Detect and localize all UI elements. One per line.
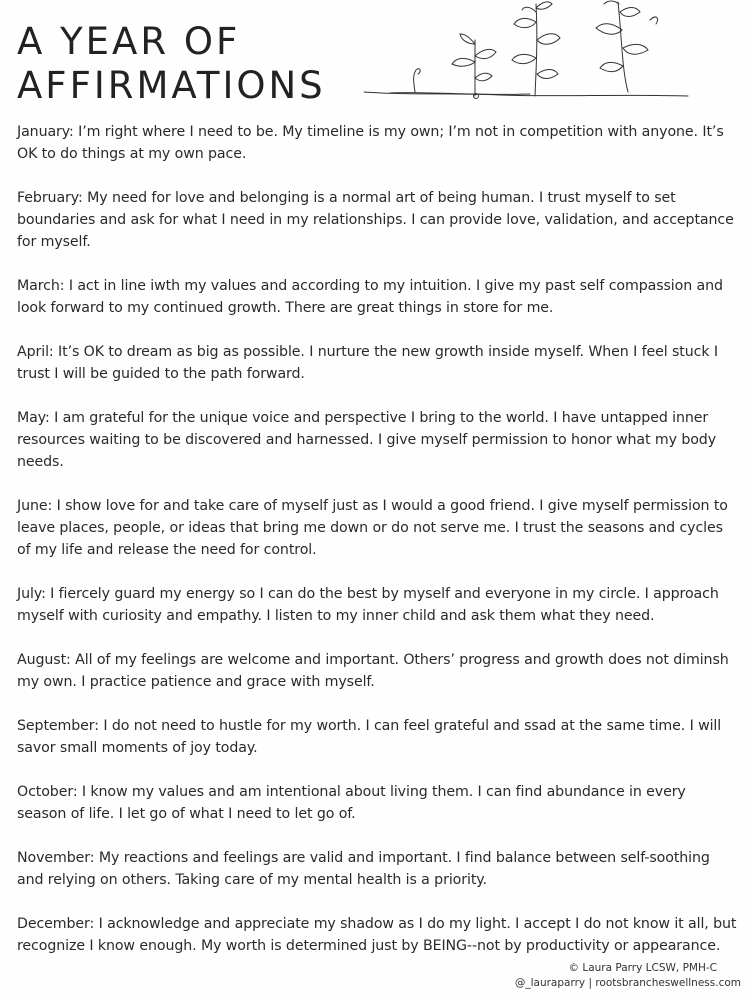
affirmation-december: December: I acknowledge and appreciate my shadow as I do my light. I accept I do not know it all, but recognize I know enough. My worth is determined just by BEING--not by productivity or appearance. [17, 916, 737, 954]
social-handle-line: @_lauraparry | rootsbrancheswellness.com [514, 977, 741, 989]
affirmation-january: January: I’m right where I need to be. My timeline is my own; I’m not in competition with anyone. It’s OK to do things at my own pace. [17, 124, 724, 162]
affirmation-february: February: My need for love and belonging is a normal art of being human. I trust myself to set boundaries and ask for what I need in my relationships. I can provide love, validation, and acceptance for myself. [17, 190, 734, 250]
footer-credits [515, 961, 741, 991]
affirmation-may: May: I am grateful for the unique voice and perspective I bring to the world. I have untapped inner resources waiting to be discovered and harnessed. I give myself permission to honor what my body needs. [17, 410, 717, 470]
small-sprout [414, 69, 421, 92]
affirmation-november: November: My reactions and feelings are valid and important. I find balance between self-soothing and relying on others. Taking care of my mental health is a priority. [17, 850, 710, 888]
sprouting-plants-illustration [360, 0, 700, 100]
affirmation-september: September: I do not need to hustle for my worth. I can feel grateful and ssad at the same time. I will savor small moments of joy today. [17, 718, 722, 756]
sprout-three [535, 4, 537, 96]
affirmation-october: October: I know my values and am intentional about living them. I can find abundance in every season of life. I let go of what I need to let go of. [17, 784, 686, 822]
copyright-line: © Laura Parry LCSW, PMH-C [568, 962, 717, 974]
page-title [17, 20, 326, 108]
affirmation-august: August: All of my feelings are welcome and important. Others’ progress and growth does not diminsh my own. I practice patience and grace with myself. [17, 652, 729, 690]
affirmation-march: March: I act in line iwth my values and according to my intuition. I give my past self compassion and look forward to my continued growth. There are great things in store for me. [17, 278, 723, 316]
title-line-1: A YEAR OF [17, 20, 241, 63]
affirmations-list [17, 121, 739, 979]
affirmation-april: April: It’s OK to dream as big as possible. I nurture the new growth inside myself. When I feel stuck I trust I will be guided to the path forward. [17, 344, 718, 382]
title-line-2: AFFIRMATIONS [17, 64, 326, 107]
affirmation-june: June: I show love for and take care of myself just as I would a good friend. I give myself permission to leave places, people, or ideas that bring me down or do not serve me. I trust the seasons and cycles of my life and release the need for control. [17, 498, 728, 558]
affirmation-july: July: I fiercely guard my energy so I can do the best by myself and everyone in my circle. I approach myself with curiosity and empathy. I listen to my inner child and ask them what they need. [17, 586, 719, 624]
